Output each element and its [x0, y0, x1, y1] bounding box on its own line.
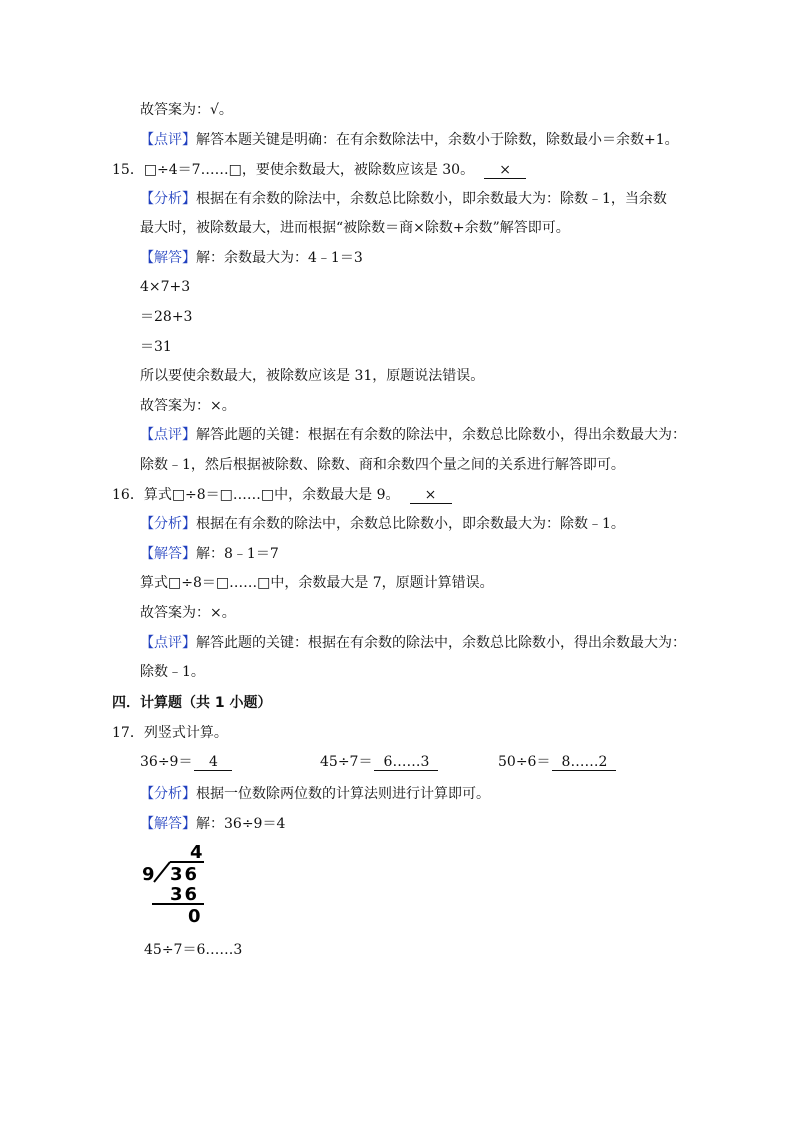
long-division-figure [140, 840, 220, 925]
comment-tag: 【点评】 [140, 427, 196, 443]
calc-row [498, 753, 616, 771]
quotient-digit: 4 [190, 842, 203, 863]
comment-line: 【点评】解答此题的关键：根据在有余数的除法中，余数总比除数小，得出余数最大为： [140, 635, 686, 651]
comment-tag: 【点评】 [140, 635, 196, 651]
solution-line: 【解答】解：36÷9＝4 [140, 816, 286, 832]
solution-conclusion: 算式□÷8＝□……□中，余数最大是 7，原题计算错误。 [140, 575, 494, 591]
solution-tag: 【解答】 [140, 816, 196, 832]
divisor: 9 [142, 864, 155, 885]
product: 36 [170, 884, 200, 905]
comment-line: 【点评】解答此题的关键：根据在有余数的除法中，余数总比除数小，得出余数最大为： [140, 427, 686, 443]
division-bracket [154, 862, 170, 882]
question-15: 15．□÷4＝7……□，要使余数最大，被除数应该是 30。 × [112, 161, 526, 179]
remainder: 0 [188, 906, 201, 925]
calc-row [320, 753, 438, 771]
solution-line: 【解答】解：余数最大为：4﹣1＝3 [140, 250, 363, 266]
calc-expr-3: 50÷6＝ [498, 754, 551, 770]
answer-blank: × [484, 162, 526, 179]
comment-tag: 【点评】 [140, 132, 196, 148]
solution-step: 4×7+3 [140, 279, 191, 295]
solution-line: 【解答】解：8﹣1＝7 [140, 546, 279, 562]
solution-step: ＝28+3 [140, 309, 193, 325]
analysis-line-2: 最大时，被除数最大，进而根据“被除数＝商×除数+余数”解答即可。 [140, 220, 570, 236]
comment-line-2: 除数﹣1。 [140, 664, 205, 680]
analysis-tag: 【分析】 [140, 516, 196, 532]
question-17: 17．列竖式计算。 [112, 725, 228, 741]
answer-line: 故答案为：√。 [140, 102, 233, 118]
comment-line: 【点评】解答本题关键是明确：在有余数除法中，余数小于除数，除数最小＝余数+1。 [140, 132, 679, 148]
answer-line: 故答案为：×。 [140, 605, 236, 621]
answer-line: 故答案为：×。 [140, 398, 236, 414]
solution-conclusion: 所以要使余数最大，被除数应该是 31，原题说法错误。 [140, 368, 485, 384]
answer-blank: × [410, 487, 452, 504]
calc-answer-3: 8……2 [552, 754, 616, 771]
calc-answer-1: 4 [194, 754, 232, 771]
solution-step: ＝31 [140, 339, 172, 355]
analysis-line: 【分析】根据一位数除两位数的计算法则进行计算即可。 [140, 786, 490, 802]
solution-tag: 【解答】 [140, 546, 196, 562]
comment-line-2: 除数﹣1，然后根据被除数、除数、商和余数四个量之间的关系进行解答即可。 [140, 457, 625, 473]
analysis-line: 【分析】根据在有余数的除法中，余数总比除数小，即余数最大为：除数﹣1。 [140, 516, 625, 532]
calc-expr-1: 36÷9＝ [140, 754, 193, 770]
dividend: 36 [170, 864, 200, 885]
analysis-tag: 【分析】 [140, 786, 196, 802]
solution-step: 45÷7＝6……3 [144, 942, 243, 958]
calc-row [140, 753, 232, 771]
section-heading: 四．计算题（共 1 小题） [112, 695, 272, 711]
analysis-line: 【分析】根据在有余数的除法中，余数总比除数小，即余数最大为：除数﹣1，当余数 [140, 191, 667, 207]
solution-tag: 【解答】 [140, 250, 196, 266]
question-16: 16．算式□÷8＝□……□中，余数最大是 9。 × [112, 486, 452, 504]
calc-answer-2: 6……3 [374, 754, 438, 771]
analysis-tag: 【分析】 [140, 191, 196, 207]
calc-expr-2: 45÷7＝ [320, 754, 373, 770]
